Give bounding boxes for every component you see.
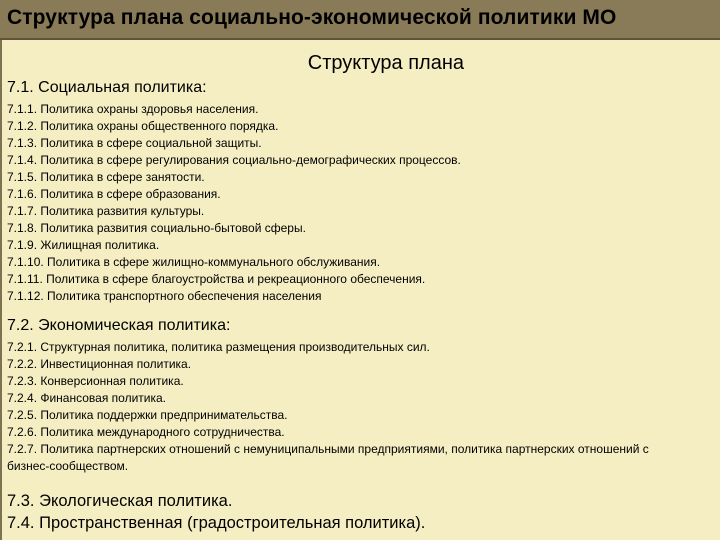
list-item: 7.1.7. Политика развития культуры.: [7, 204, 205, 218]
subtitle-container: [2, 51, 720, 75]
list-item: 7.1.5. Политика в сфере занятости.: [7, 170, 205, 184]
list-item: 7.1.9. Жилищная политика.: [7, 238, 160, 252]
list-item: 7.2.3. Конверсионная политика.: [7, 374, 184, 388]
title-bar: [0, 0, 720, 40]
list-item: 7.1.2. Политика охраны общественного порядка.: [7, 119, 279, 133]
list-item: 7.1.4. Политика в сфере регулирования социально-демографических процессов.: [7, 153, 461, 167]
list-item: 7.2.7. Политика партнерских отношений с немуниципальными предприятиями, политика партнерских отношений с бизнес-сообществом.: [7, 442, 649, 473]
subtitle: Структура плана: [307, 52, 464, 74]
list-item: 7.2.4. Финансовая политика.: [7, 391, 166, 405]
list-item: 7.1.3. Политика в сфере социальной защиты.: [7, 136, 262, 150]
section-economic: [7, 316, 712, 475]
economic-items-list: [7, 339, 712, 475]
section-heading-social: 7.1. Социальная политика:: [7, 79, 207, 96]
list-item: 7.1.10. Политика в сфере жилищно-коммунального обслуживания.: [7, 255, 381, 269]
list-item: 7.1.8. Политика развития социально-бытовой сферы.: [7, 221, 306, 235]
list-item: 7.2.2. Инвестиционная политика.: [7, 357, 192, 371]
list-item: 7.1.6. Политика в сфере образования.: [7, 187, 221, 201]
section-heading-economic: 7.2. Экономическая политика:: [7, 317, 231, 334]
list-item: 7.2.1. Структурная политика, политика размещения производительных сил.: [7, 340, 430, 354]
list-item: 7.1.11. Политика в сфере благоустройства и рекреационного обеспечения.: [7, 272, 426, 286]
section-heading-spatial: 7.4. Пространственная (градостроительная политика).: [7, 514, 426, 532]
list-item: 7.2.6. Политика международного сотрудничества.: [7, 425, 285, 439]
list-item: 7.1.12. Политика транспортного обеспечения населения: [7, 289, 322, 303]
section-social: [7, 78, 712, 305]
list-item: 7.1.1. Политика охраны здоровья населения.: [7, 102, 259, 116]
content-area: [0, 40, 720, 540]
list-item: 7.2.5. Политика поддержки предпринимательства.: [7, 408, 288, 422]
social-items-list: [7, 101, 712, 305]
section-heading-ecological: 7.3. Экологическая политика.: [7, 492, 233, 510]
page-title: Структура плана социально-экономической политики МО: [7, 6, 617, 29]
section-ecological-spatial: [7, 490, 712, 534]
